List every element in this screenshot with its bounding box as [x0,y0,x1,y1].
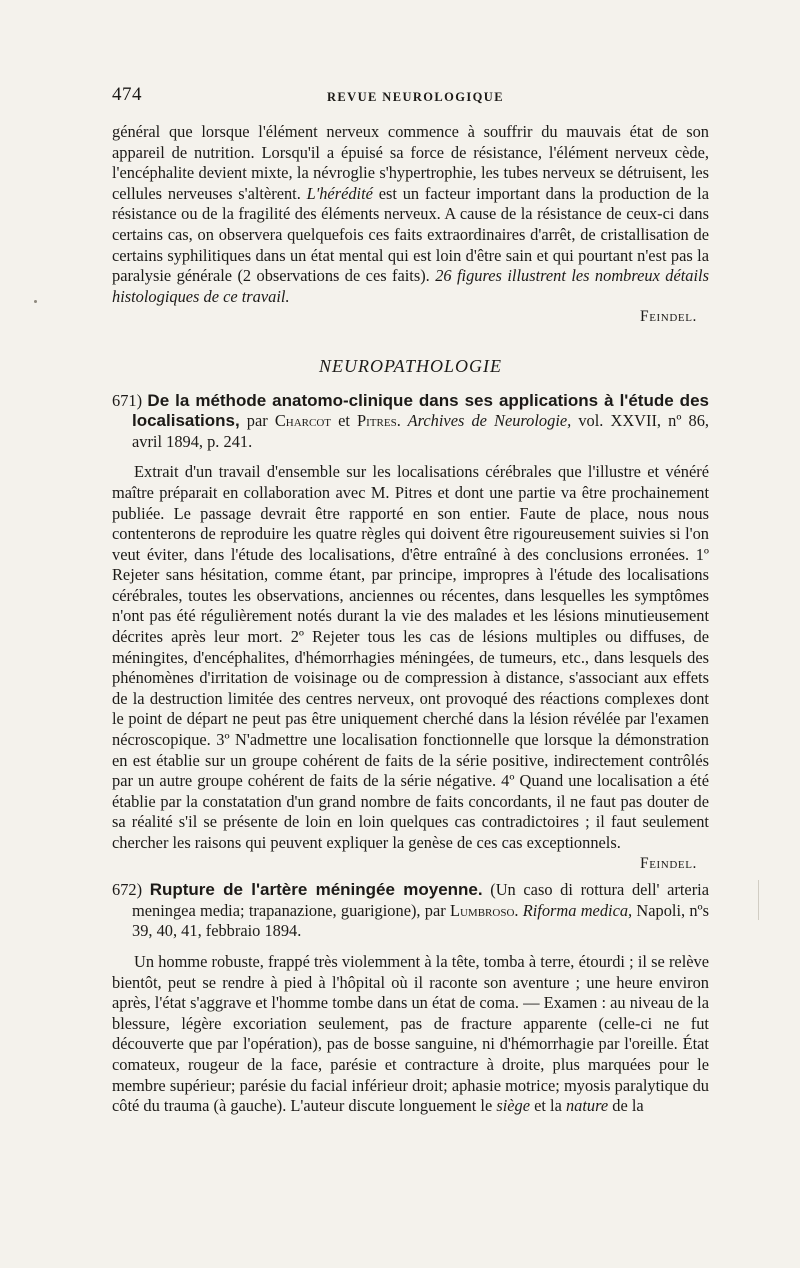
entry-671-signature: Feindel. [639,854,697,872]
entry-671-heading [112,391,709,453]
entry-672-number: 672) [112,880,143,900]
entry-671-and: et [331,411,358,431]
entry-672-subtitle: (Un caso di rottura dell' arteria meningea media; trapanazione, guarigione), par [132,880,709,920]
carryover-paragraph [112,122,709,307]
margin-mark [758,880,779,920]
carryover-italic-heredite: L'hérédité [306,183,373,203]
entry-671-author-charcot: Charcot [274,411,331,431]
carryover-signature: Feindel. [639,308,697,326]
entry-671-reference: vol. XXVII, nº 86, avril 1894, p. 241. [132,411,709,451]
entry-672-reference: Napoli, nºs 39, 40, 41, febbraio 1894. [132,900,710,941]
page-header [112,84,712,108]
entry-672-body-end: de la [608,1096,644,1116]
entry-672-italic-nature: nature [565,1096,609,1116]
entry-671 [112,391,709,875]
page-number: 474 [112,84,142,105]
carryover-text-continued: est un facteur important dans la production de la résistance ou de la fragilité des éléments nerveux. A cause de la résistance de ceux-ci dans certains cas, on observera quelquefois ces faits extraordinaires d'arrêt, de cristallisation de certains syphilitiques dans un état mental qui est loin d'être sain et qui pourtant n'est pas la paralysie générale (2 observations de ces faits). [112,183,709,286]
entry-672-heading [112,880,709,942]
running-head: REVUE NEUROLOGIQUE [327,90,504,104]
entry-671-by: par [239,411,275,431]
entry-672 [112,880,709,1117]
entry-671-journal: Archives de Neurologie, [400,411,572,431]
entry-672-author-lumbroso: Lumbroso. [449,900,519,920]
page-content [112,122,709,1117]
entry-672-italic-siege: siège [496,1096,531,1116]
entry-672-title: Rupture de l'artère méningée moyenne. [149,880,483,900]
section-title: NEUROPATHOLOGIE [318,355,502,376]
entry-671-body: Extrait d'un travail d'ensemble sur les localisations cérébrales que l'illustre et vénéré maître préparait en collaboration avec M. Pitres et dont une partie va être prochainement publiée. Le passage devrait être rapporté en son entier. Faute de place, nous nous contenterons de reproduire les quatre règles qui doivent être rigoureusement suivies si l'on veut éviter, dans l'étude des localisations, d'être entraîné à des conclusions erronées. 1º Rejeter sans hésitation, comme étant, par principe, impropres à l'étude des localisations cérébrales, toutes les observations, anciennes ou récentes, dans lesquelles les symptômes n'ont pas été régulièrement notés durant la vie des malades et les lésions minutieusement décrites après leur mort. 2º Rejeter tous les cas de lésions multiples ou diffuses, de méningites, d'encéphalites, d'hémorrhagies méningées, de tumeurs, etc., dans lesquels des phénomènes d'irritation de voisinage ou de compression à distance, s'associant aux effets de la destruction limitée des centres nerveux, ont provoqué des réactions complexes dont le point de départ ne peut pas être uniquement cherché dans la lésion révélée par l'examen nécroscopique. 3º N'admettre une localisation fonctionnelle que lorsque la démonstration en est établie sur un groupe cohérent de faits de la série positive, indirectement contrôlés par un autre groupe cohérent de faits de la série négative. 4º Quand une localisation a été établie par la constatation d'un grand nombre de faits concordants, il ne faut pas douter de sa réalité s'il se présente de loin en loin quelques cas contradictoires ; il faut seulement chercher les raisons qui peuvent expliquer la genèse de ces cas exceptionnels. [112,462,709,852]
entry-671-author-pitres: Pitres. [357,411,401,431]
entry-672-journal: Riforma medica, [518,900,633,920]
carryover-text: général que lorsque l'élément nerveux commence à souffrir du mauvais état de son appareil de nutrition. Lorsqu'il a épuisé sa force de résistance, l'élément nerveux cède, l'encéphalite devient mixte, la névroglie s'hypertrophie, les tubes nerveux se détruisent, les cellules nerveuses s'altèrent. [112,122,709,203]
entry-672-body-mid: et la [530,1096,566,1116]
entry-671-number: 671) [112,390,143,410]
paper-speck [34,300,37,303]
entry-671-title: De la méthode anatomo-clinique dans ses applications à l'étude des localisations, [132,390,709,431]
carryover-figures-note: 26 figures illustrent les nombreux détails histologiques de ce travail. [112,266,709,306]
entry-672-body [112,952,709,1117]
entry-672-body-text: Un homme robuste, frappé très violemment à la tête, tomba à terre, étourdi ; il se relève bientôt, peut se rendre à pied à l'hôpital où il raconte son aventure ; une heure environ après, l'état s'aggrave et l'homme tombe dans un état de coma. — Examen : au niveau de la blessure, légère excoriation seulement, pas de fracture apparente (celle-ci ne fut découverte que par l'opération), pas de bosse sanguine, ni d'hémorrhagie par l'oreille. État comateux, rougeur de la face, parésie et contracture à droite, plus marquées pour le membre supérieur; parésie du facial inférieur droit; aphasie motrice; myosis paralytique du côté du trauma (à gauche). L'auteur discute longuement le [112,951,709,1116]
